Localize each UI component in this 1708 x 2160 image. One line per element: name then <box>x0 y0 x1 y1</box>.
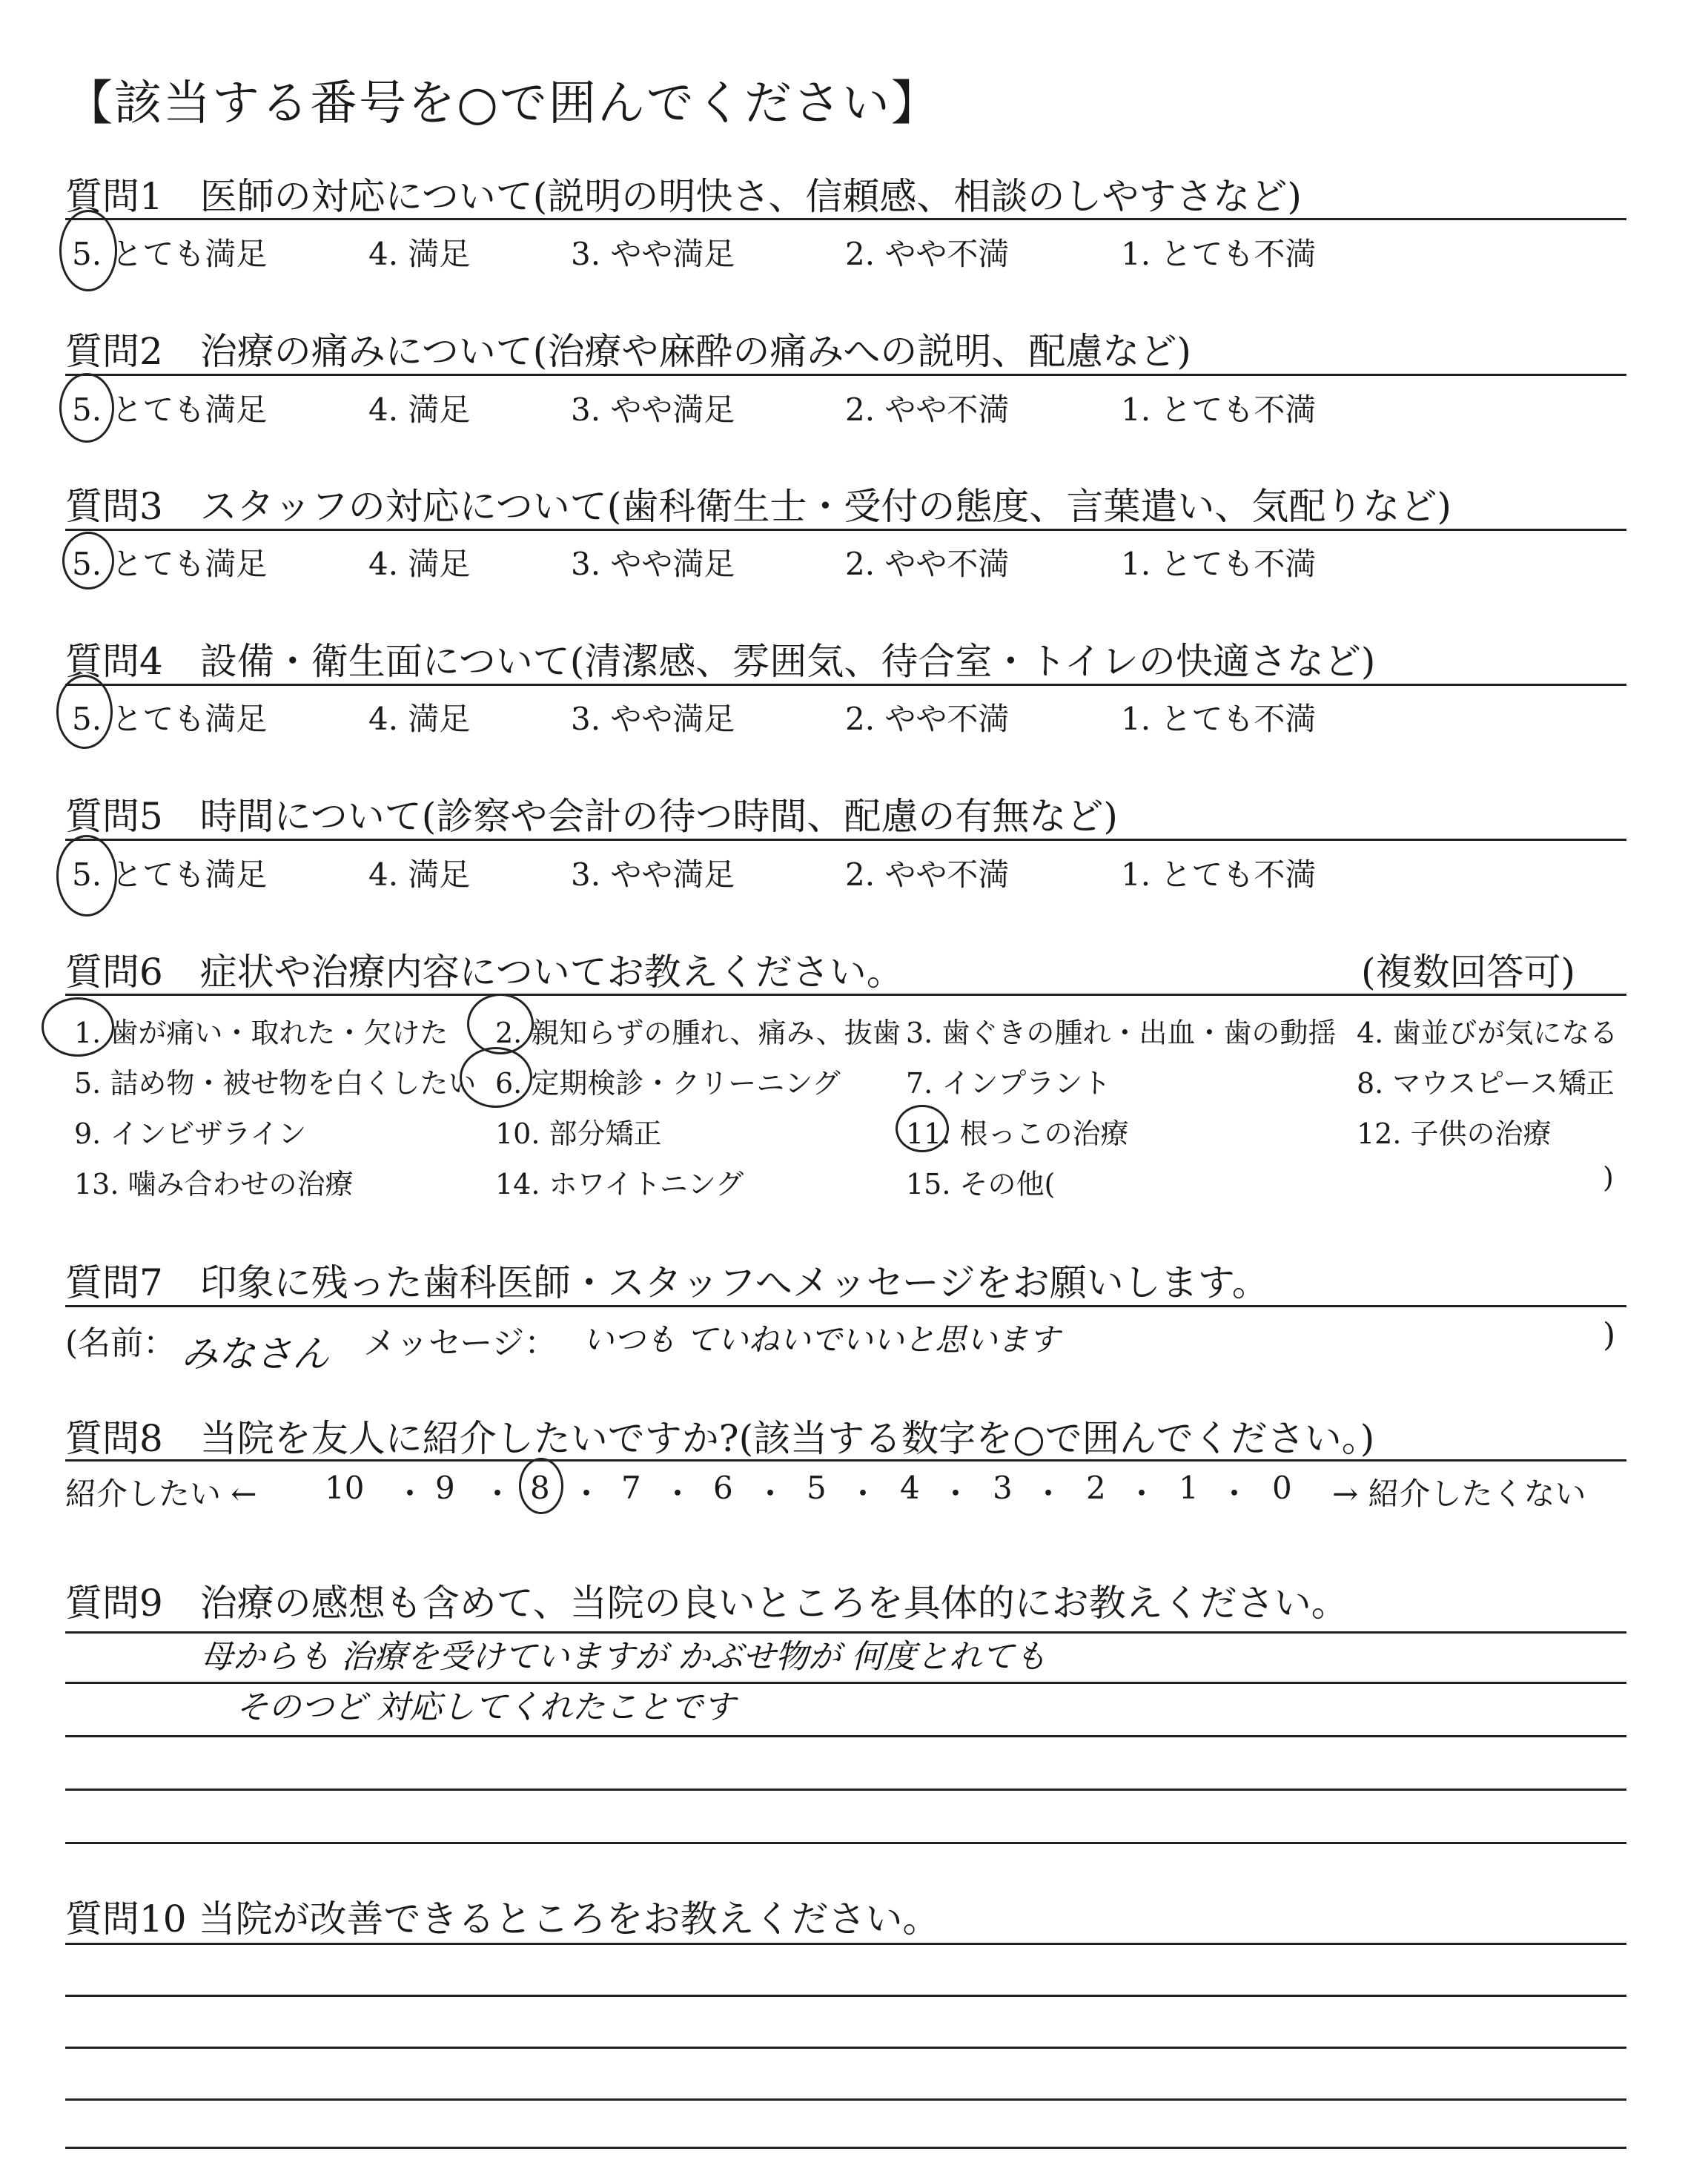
q8-scale-7[interactable]: 7 <box>621 1470 641 1506</box>
q5-title: 質問5 時間について(診察や会計の待つ時間、配慮の有無など) <box>65 795 1118 838</box>
q6-selection-circle-1 <box>42 997 114 1057</box>
q2-option-2[interactable]: 2. やや不満 <box>845 392 1010 428</box>
q6-item-2[interactable]: 2. 親知らずの腫れ、痛み、抜歯 <box>495 1017 901 1049</box>
q8-scale-9[interactable]: 9 <box>435 1470 455 1506</box>
q6-note: (複数回答可) <box>1361 951 1576 994</box>
q10-line-3 <box>65 2047 1626 2049</box>
q3-title: 質問3 スタッフの対応について(歯科衛生士・受付の態度、言葉遣い、気配りなど) <box>65 485 1452 528</box>
q6-rule <box>65 994 1626 996</box>
q7-title: 質問7 印象に残った歯科医師・スタッフへメッセージをお願いします。 <box>65 1261 1269 1304</box>
q6-item-7[interactable]: 7. インプラント <box>906 1067 1111 1100</box>
q3-option-3[interactable]: 3. やや満足 <box>571 546 735 582</box>
q4-selection-circle <box>56 675 113 749</box>
q8-title: 質問8 当院を友人に紹介したいですか?(該当する数字を○で囲んでください。) <box>65 1417 1375 1460</box>
q2-rule <box>65 374 1626 376</box>
q5-option-1[interactable]: 1. とても不満 <box>1121 856 1317 893</box>
form-title: 【該当する番号を○で囲んでください】 <box>65 76 940 131</box>
q6-item-13[interactable]: 13. 噛み合わせの治療 <box>74 1168 354 1200</box>
q8-dot: ・ <box>662 1476 694 1512</box>
q6-item-9[interactable]: 9. インビザライン <box>74 1117 307 1150</box>
q7-rule <box>65 1305 1626 1307</box>
q5-option-5[interactable]: 5. とても満足 <box>72 856 268 893</box>
q1-selection-circle <box>59 210 117 291</box>
q8-dot: ・ <box>940 1476 972 1512</box>
q8-dot: ・ <box>1219 1476 1251 1512</box>
q9-title: 質問9 治療の感想も含めて、当院の良いところを具体的にお教えください。 <box>65 1582 1348 1625</box>
q5-option-2[interactable]: 2. やや不満 <box>845 856 1010 893</box>
q1-rule <box>65 218 1626 220</box>
q3-option-4[interactable]: 4. 満足 <box>368 546 471 582</box>
q8-dot: ・ <box>1126 1476 1158 1512</box>
q1-option-3[interactable]: 3. やや満足 <box>571 236 735 272</box>
q6-item-15-close: ) <box>1603 1161 1614 1194</box>
q4-rule <box>65 684 1626 686</box>
q6-item-12[interactable]: 12. 子供の治療 <box>1357 1117 1552 1150</box>
q9-line-4 <box>65 1789 1626 1791</box>
q1-option-4[interactable]: 4. 満足 <box>368 236 471 272</box>
q8-scale-5[interactable]: 5 <box>807 1470 827 1506</box>
q1-title: 質問1 医師の対応について(説明の明快さ、信頼感、相談のしやすさなど) <box>65 175 1302 218</box>
q7-message-value[interactable]: いつも ていねいでいいと思います <box>583 1321 1060 1358</box>
q3-option-5[interactable]: 5. とても満足 <box>72 546 268 582</box>
q5-option-3[interactable]: 3. やや満足 <box>571 856 735 893</box>
q8-scale-0[interactable]: 0 <box>1272 1470 1292 1506</box>
q6-item-8[interactable]: 8. マウスピース矯正 <box>1357 1067 1615 1100</box>
q8-left-label: 紹介したい ← <box>65 1476 257 1512</box>
q2-selection-circle <box>59 373 114 443</box>
q3-option-1[interactable]: 1. とても不満 <box>1121 546 1317 582</box>
q2-option-3[interactable]: 3. やや満足 <box>571 392 735 428</box>
q1-option-1[interactable]: 1. とても不満 <box>1121 236 1317 272</box>
q8-scale-3[interactable]: 3 <box>993 1470 1013 1506</box>
q9-line-5 <box>65 1842 1626 1844</box>
q8-scale-6[interactable]: 6 <box>713 1470 733 1506</box>
q5-selection-circle <box>56 835 117 916</box>
q8-selection-circle <box>519 1458 563 1514</box>
q7-name-value[interactable]: みなさん <box>181 1332 329 1375</box>
q4-option-5[interactable]: 5. とても満足 <box>72 701 268 737</box>
q4-option-2[interactable]: 2. やや不満 <box>845 701 1010 737</box>
q6-selection-circle-2 <box>467 994 534 1054</box>
q3-rule <box>65 529 1626 531</box>
q8-dot: ・ <box>1033 1476 1065 1512</box>
q5-option-4[interactable]: 4. 満足 <box>368 856 471 893</box>
q1-option-2[interactable]: 2. やや不満 <box>845 236 1010 272</box>
q2-option-5[interactable]: 5. とても満足 <box>72 392 268 428</box>
q6-title: 質問6 症状や治療内容についてお教えください。 <box>65 951 904 994</box>
q4-option-3[interactable]: 3. やや満足 <box>571 701 735 737</box>
q8-dot: ・ <box>394 1476 426 1512</box>
q2-title: 質問2 治療の痛みについて(治療や麻酔の痛みへの説明、配慮など) <box>65 330 1191 373</box>
q2-option-1[interactable]: 1. とても不満 <box>1121 392 1317 428</box>
q2-option-4[interactable]: 4. 満足 <box>368 392 471 428</box>
q8-scale-2[interactable]: 2 <box>1086 1470 1106 1506</box>
q6-item-10[interactable]: 10. 部分矯正 <box>495 1117 662 1150</box>
q7-close: ) <box>1603 1316 1616 1354</box>
q5-rule <box>65 839 1626 841</box>
q9-answer-line-1[interactable]: 母からも 治療を受けていますが かぶせ物が 何度とれても <box>200 1638 1047 1676</box>
q6-selection-circle-11 <box>896 1105 949 1152</box>
q3-option-2[interactable]: 2. やや不満 <box>845 546 1010 582</box>
q4-title: 質問4 設備・衛生面について(清潔感、雰囲気、待合室・トイレの快適さなど) <box>65 640 1376 683</box>
q6-item-14[interactable]: 14. ホワイトニング <box>495 1168 744 1200</box>
q8-scale-8[interactable]: 8 <box>530 1470 550 1506</box>
q10-title: 質問10 当院が改善できるところをお教えください。 <box>65 1898 940 1941</box>
q6-item-5[interactable]: 5. 詰め物・被せ物を白くしたい <box>74 1067 477 1100</box>
q4-option-1[interactable]: 1. とても不満 <box>1121 701 1317 737</box>
q6-item-11[interactable]: 11. 根っこの治療 <box>906 1117 1129 1150</box>
q8-scale-4[interactable]: 4 <box>900 1470 920 1506</box>
q6-selection-circle-6 <box>460 1047 532 1108</box>
q8-dot: ・ <box>847 1476 879 1512</box>
q10-line-1 <box>65 1943 1626 1945</box>
q6-item-4[interactable]: 4. 歯並びが気になる <box>1357 1017 1618 1049</box>
q3-selection-circle <box>62 532 114 589</box>
q6-item-3[interactable]: 3. 歯ぐきの腫れ・出血・歯の動揺 <box>906 1017 1337 1049</box>
q8-rule <box>65 1459 1626 1462</box>
q8-scale-10[interactable]: 10 <box>325 1470 365 1506</box>
q10-line-2 <box>65 1995 1626 1997</box>
q4-option-4[interactable]: 4. 満足 <box>368 701 471 737</box>
q8-dot: ・ <box>571 1476 603 1512</box>
q6-item-1[interactable]: 1. 歯が痛い・取れた・欠けた <box>74 1017 448 1049</box>
q1-option-5[interactable]: 5. とても満足 <box>72 236 268 272</box>
q7-name-label: (名前： <box>65 1324 176 1362</box>
q10-line-5 <box>65 2147 1626 2149</box>
q8-dot: ・ <box>482 1476 514 1512</box>
q8-dot: ・ <box>755 1476 787 1512</box>
q9-answer-line-2[interactable]: そのつど 対応してくれたことです <box>236 1688 735 1726</box>
q6-item-6[interactable]: 6. 定期検診・クリーニング <box>495 1067 841 1100</box>
q7-message-label: メッセージ： <box>363 1324 557 1362</box>
q6-item-15[interactable]: 15. その他( <box>906 1168 1056 1200</box>
q8-right-label: → 紹介したくない <box>1332 1476 1586 1512</box>
q8-scale-1[interactable]: 1 <box>1179 1470 1199 1506</box>
q10-line-4 <box>65 2098 1626 2101</box>
q9-line-3 <box>65 1735 1626 1737</box>
